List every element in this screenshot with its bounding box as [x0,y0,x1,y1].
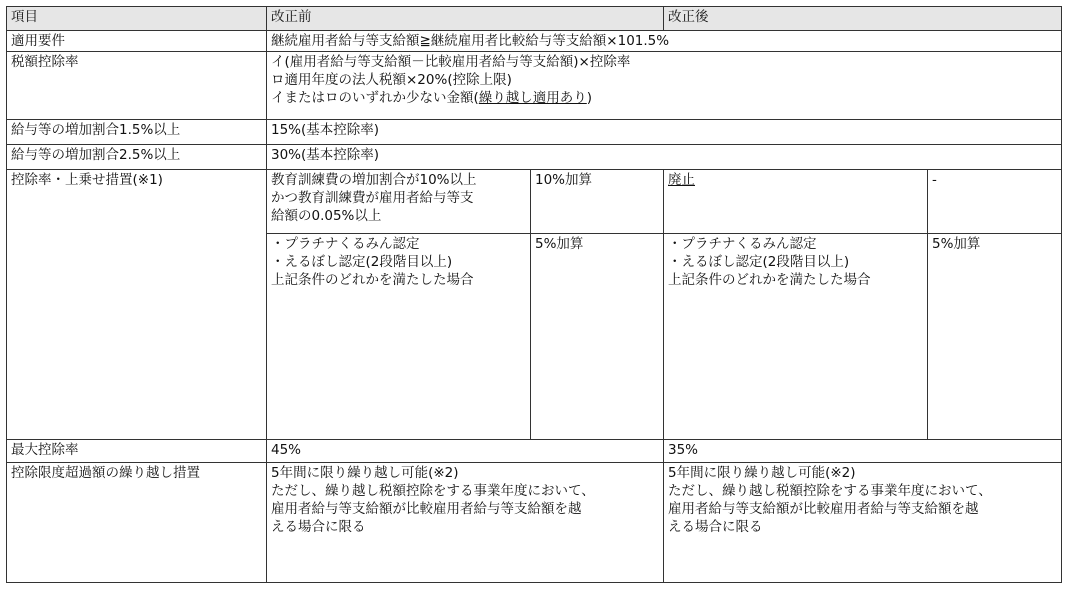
header-after: 改正後 [664,7,1062,31]
max-rate-label: 最大控除率 [7,440,267,463]
row-applicable [7,31,1062,52]
bonus-before-b-condition [267,234,531,440]
header-item: 項目 [7,7,267,31]
bonus-before-b-rate: 5%加算 [531,234,664,440]
applicable-value: 継続雇用者給与等支給額≧継続雇用者比較給与等支給額×101.5% [267,31,1062,52]
carryover-after-line-2: ただし、繰り越し税額控除をする事業年度において、 [668,483,992,499]
bonus-after-a-abolished [664,170,928,234]
carryover-before-line-4: える場合に限る [271,519,366,535]
applicable-label: 適用要件 [7,31,267,52]
row-carryover [7,463,1062,583]
bonus-before-a-line-2: かつ教育訓練費が雇用者給与等支 [271,190,474,206]
carryover-before-line-2: ただし、繰り越し税額控除をする事業年度において、 [271,483,595,499]
carryover-before [267,463,664,583]
bonus-after-b-line-2: ・えるぼし認定(2段階目以上) [668,254,850,270]
max-rate-before: 45% [267,440,664,463]
bonus-before-b-line-3: 上記条件のどれかを満たした場合 [271,272,474,288]
carryover-after [664,463,1062,583]
max-rate-after: 35% [664,440,1062,463]
tax-credit-line-3 [271,89,1057,107]
tax-credit-rate-label: 税額控除率 [7,52,267,120]
carryover-after-line-4: える場合に限る [668,519,763,535]
tax-credit-line-3-suffix: ) [586,90,593,106]
bonus-before-a-rate: 10%加算 [531,170,664,234]
tax-credit-line-2: ロ適用年度の法人税額×20%(控除上限) [271,72,512,88]
tax-credit-rate-value [267,52,1062,120]
carryover-after-line-3: 雇用者給与等支給額が比較雇用者給与等支給額を越 [668,501,979,517]
comparison-table [6,6,1062,583]
row-tax-credit-rate [7,52,1062,120]
bonus-after-b-line-1: ・プラチナくるみん認定 [668,236,817,252]
header-before: 改正前 [267,7,664,31]
increase-25-label: 給与等の増加割合2.5%以上 [7,145,267,170]
row-bonus-a [7,170,1062,234]
bonus-before-a-line-1: 教育訓練費の増加割合が10%以上 [271,172,477,188]
carryover-applies-text: 繰り越し適用あり [478,90,587,106]
bonus-before-b-line-2: ・えるぼし認定(2段階目以上) [271,254,453,270]
carryover-after-line-1: 5年間に限り繰り越し可能(※2) [668,465,856,481]
bonus-before-a-line-3: 給額の0.05%以上 [271,208,382,224]
carryover-before-line-3: 雇用者給与等支給額が比較雇用者給与等支給額を越 [271,501,582,517]
bonus-before-a-condition [267,170,531,234]
bonus-label: 控除率・上乗せ措置(※1) [7,170,267,440]
carryover-label: 控除限度超過額の繰り越し措置 [7,463,267,583]
carryover-before-line-1: 5年間に限り繰り越し可能(※2) [271,465,459,481]
tax-credit-line-3-prefix: イまたはロのいずれか少ない金額( [271,90,479,106]
abolished-text: 廃止 [668,172,695,188]
tax-credit-line-1: イ(雇用者給与等支給額－比較雇用者給与等支給額)×控除率 [271,54,631,70]
bonus-after-b-rate: 5%加算 [928,234,1062,440]
bonus-before-b-line-1: ・プラチナくるみん認定 [271,236,420,252]
increase-15-label: 給与等の増加割合1.5%以上 [7,120,267,145]
increase-25-value: 30%(基本控除率) [267,145,1062,170]
bonus-after-b-condition [664,234,928,440]
row-max-rate [7,440,1062,463]
header-row [7,7,1062,31]
bonus-after-b-line-3: 上記条件のどれかを満たした場合 [668,272,871,288]
row-increase-25 [7,145,1062,170]
increase-15-value: 15%(基本控除率) [267,120,1062,145]
row-increase-15 [7,120,1062,145]
bonus-after-a-rate: - [928,170,1062,234]
